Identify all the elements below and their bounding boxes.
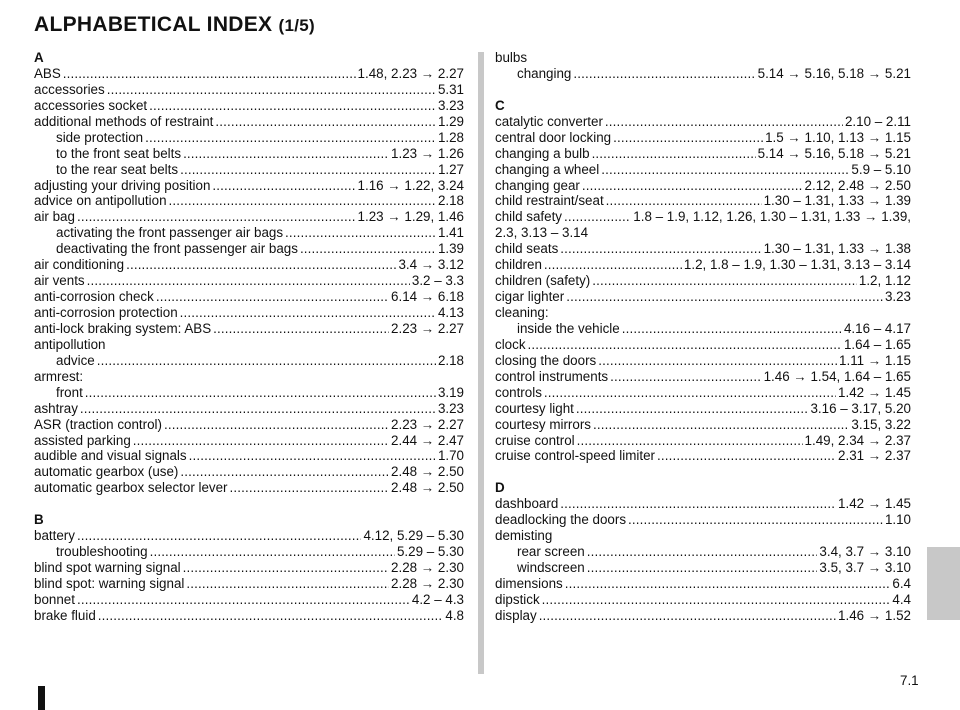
dot-leader [77, 528, 362, 543]
index-subentry [495, 66, 911, 82]
entry-pages: 2.23 → 2.27 [391, 320, 464, 336]
dot-leader [610, 369, 761, 384]
index-title: ALPHABETICAL INDEX [34, 13, 273, 36]
dot-leader [215, 114, 436, 129]
index-entry [495, 385, 911, 401]
index-subentry [34, 241, 464, 257]
index-entry [34, 114, 464, 130]
entry-pages: 1.11 → 1.15 [839, 352, 911, 368]
entry-pages: 2.48 → 2.50 [391, 464, 464, 480]
entry-pages: 2.48 → 2.50 [391, 480, 464, 496]
index-entry [34, 98, 464, 114]
dot-leader [598, 353, 837, 368]
index-entry [34, 464, 464, 480]
dot-leader [212, 178, 355, 193]
dot-leader [156, 289, 389, 304]
index-subentry [495, 560, 911, 576]
index-entry [495, 496, 911, 512]
index-entry [34, 273, 464, 289]
entry-pages: 5.14 → 5.16, 5.18 → 5.21 [757, 145, 911, 161]
index-entry [34, 401, 464, 417]
index-entry [495, 353, 911, 369]
dot-leader [85, 385, 436, 400]
dot-leader [573, 66, 755, 81]
index-entry [34, 608, 464, 624]
dot-leader [186, 576, 389, 591]
entry-term: cigar lighter [495, 289, 565, 305]
entry-pages: 2.12, 2.48 → 2.50 [804, 177, 911, 193]
entry-term: deadlocking the doors [495, 512, 627, 528]
entry-pages: 1.46 → 1.52 [838, 607, 911, 623]
dot-leader [87, 273, 410, 288]
dot-leader [150, 544, 395, 559]
entry-term: dimensions [495, 575, 563, 591]
entry-term: cruise control-speed limiter [495, 448, 656, 464]
entry-term: dashboard [495, 496, 559, 512]
index-entry [34, 433, 464, 449]
dot-leader [587, 560, 818, 575]
entry-pages: 1.5 → 1.10, 1.13 → 1.15 [765, 129, 911, 145]
entry-pages: 4.16 – 4.17 [843, 320, 911, 336]
index-entry [34, 480, 464, 496]
dot-leader [587, 544, 818, 559]
entry-term: blind spot: warning signal [34, 575, 185, 591]
index-heading: antipollution [34, 336, 106, 352]
dot-leader [564, 209, 631, 224]
dot-leader [164, 417, 389, 432]
dot-leader [180, 305, 436, 320]
dot-leader [77, 209, 356, 224]
index-entry [495, 608, 911, 624]
dot-leader [606, 193, 762, 208]
entry-pages: 3.15, 3.22 [851, 416, 911, 432]
entry-pages: 1.30 – 1.31, 1.33 → 1.39 [763, 193, 911, 209]
dot-leader [77, 592, 410, 607]
index-column-left [34, 50, 464, 624]
section-letter: B [34, 512, 44, 528]
dot-leader [528, 337, 842, 352]
entry-term: courtesy mirrors [495, 416, 591, 432]
entry-term: blind spot warning signal [34, 560, 181, 575]
index-entry [495, 337, 911, 353]
entry-term: anti-lock braking system: ABS [34, 320, 212, 336]
index-entry [34, 576, 464, 592]
index-entry [495, 512, 911, 528]
entry-pages: 1.29 [437, 113, 464, 129]
section-letter: A [34, 50, 44, 65]
entry-term: ASR (traction control) [34, 416, 162, 432]
index-entry [34, 257, 464, 273]
entry-term: air conditioning [34, 257, 125, 273]
entry-term: anti-corrosion check [34, 289, 154, 305]
index-subentry [34, 162, 464, 178]
entry-pages: 1.42 → 1.45 [838, 384, 911, 400]
entry-pages: 2.23 → 2.27 [391, 416, 464, 432]
entry-pages: 4.8 [445, 607, 464, 623]
entry-pages: 2.18 [437, 193, 464, 209]
entry-pages: 1.48, 2.23 → 2.27 [357, 65, 464, 81]
index-entry [495, 401, 911, 417]
index-entry [34, 417, 464, 433]
index-subentry [34, 130, 464, 146]
entry-pages: 5.14 → 5.16, 5.18 → 5.21 [757, 65, 911, 81]
entry-term: child safety [495, 209, 562, 225]
entry-term: air vents [34, 273, 85, 289]
dot-leader [180, 464, 389, 479]
index-entry [495, 417, 911, 433]
dot-leader [285, 225, 436, 240]
index-entry [34, 178, 464, 194]
index-entry [34, 305, 464, 321]
dot-leader [657, 448, 836, 463]
entry-term: side protection [56, 129, 144, 145]
dot-leader [189, 448, 436, 463]
dot-leader [605, 114, 843, 129]
entry-term: changing a bulb [495, 145, 590, 161]
entry-pages: 2.28 → 2.30 [391, 575, 464, 591]
entry-term: inside the vehicle [517, 320, 620, 336]
dot-leader [149, 98, 436, 113]
index-entry [34, 289, 464, 305]
index-heading: cleaning: [495, 305, 549, 320]
page-number: 7.1 [900, 673, 919, 688]
dot-leader [592, 146, 756, 161]
section-letter: C [495, 97, 505, 113]
entry-pages: 3.4 → 3.12 [398, 257, 464, 273]
dot-leader [622, 321, 842, 336]
entry-pages: 2.31 → 2.37 [838, 448, 911, 464]
index-entry [495, 289, 911, 305]
entry-term: child restraint/seat [495, 193, 604, 209]
dot-leader [566, 289, 883, 304]
dot-leader [145, 130, 436, 145]
entry-term: accessories socket [34, 97, 148, 113]
dot-leader [107, 82, 436, 97]
index-part: (1/5) [278, 16, 315, 35]
entry-pages: 1.2, 1.12 [858, 273, 911, 289]
entry-term: children (safety) [495, 273, 591, 289]
entry-term: display [495, 607, 537, 623]
entry-term: advice on antipollution [34, 193, 167, 209]
index-entry [495, 162, 911, 178]
entry-term: front [56, 384, 83, 400]
dot-leader [593, 417, 849, 432]
index-entry [34, 66, 464, 82]
index-heading: bulbs [495, 50, 528, 65]
entry-pages: 2.18 [437, 352, 464, 368]
entry-pages: 3.19 [437, 384, 464, 400]
entry-term: to the rear seat belts [56, 161, 179, 177]
entry-term: closing the doors [495, 352, 597, 368]
dot-leader [544, 385, 836, 400]
index-entry [495, 178, 911, 194]
entry-pages: 4.13 [437, 305, 464, 320]
dot-leader [97, 353, 436, 368]
dot-leader [539, 608, 836, 623]
dot-leader [601, 162, 849, 177]
index-entry [34, 560, 464, 576]
dot-leader [577, 433, 803, 448]
page-title [34, 13, 315, 37]
entry-term: controls [495, 384, 542, 400]
entry-term: troubleshooting [56, 544, 148, 560]
dot-leader [560, 241, 761, 256]
entry-pages: 1.16 → 1.22, 3.24 [357, 177, 464, 193]
index-subentry [495, 321, 911, 337]
index-entry [34, 321, 464, 337]
entry-term: dipstick [495, 591, 540, 607]
dot-leader [592, 273, 857, 288]
dot-leader [169, 193, 436, 208]
dot-leader [613, 130, 763, 145]
entry-pages: 1.70 [437, 448, 464, 464]
index-entry [495, 592, 911, 608]
entry-term: changing [517, 65, 572, 81]
dot-leader [213, 321, 389, 336]
entry-term: cruise control [495, 432, 575, 448]
dot-leader [542, 592, 891, 607]
dot-leader [565, 576, 891, 591]
entry-pages: 1.39 [437, 241, 464, 257]
entry-pages: 6.14 → 6.18 [391, 289, 464, 305]
index-entry [495, 146, 911, 162]
entry-pages: 1.41 [437, 225, 464, 241]
section-gap [34, 496, 464, 512]
index-entry [495, 257, 911, 273]
entry-term: changing a wheel [495, 161, 600, 177]
entry-pages: 1.23 → 1.29, 1.46 [357, 209, 464, 225]
entry-pages: 1.64 – 1.65 [843, 336, 911, 352]
entry-pages: 3.23 [437, 400, 464, 416]
entry-term: activating the front passenger air bags [56, 225, 284, 241]
entry-pages: 3.23 [884, 289, 911, 305]
entry-pages: 5.9 – 5.10 [851, 161, 911, 177]
entry-pages: 4.4 [892, 591, 911, 607]
entry-term: advice [56, 352, 95, 368]
entry-term: changing gear [495, 177, 580, 193]
index-heading: armrest: [34, 368, 84, 384]
dot-leader [576, 401, 809, 416]
entry-term: catalytic converter [495, 113, 603, 129]
entry-term: central door locking [495, 129, 612, 145]
entry-term: brake fluid [34, 607, 96, 623]
dot-leader [544, 257, 682, 272]
index-entry [495, 130, 911, 146]
index-entry [495, 241, 911, 257]
index-entry [34, 592, 464, 608]
section-gap [495, 82, 911, 98]
entry-pages: 1.46 → 1.54, 1.64 – 1.65 [763, 368, 911, 384]
entry-term: audible and visual signals [34, 448, 187, 464]
index-entry [495, 433, 911, 449]
index-entry [495, 369, 911, 385]
entry-pages: 1.30 – 1.31, 1.33 → 1.38 [763, 241, 911, 257]
index-subentry [495, 544, 911, 560]
entry-term: deactivating the front passenger air bags [56, 241, 298, 257]
entry-pages: 2.28 → 2.30 [391, 560, 464, 575]
entry-pages: 1.2, 1.8 – 1.9, 1.30 – 1.31, 3.13 – 3.14 [683, 257, 911, 273]
entry-term: ashtray [34, 400, 78, 416]
section-tab-marker [927, 547, 960, 620]
index-entry [495, 114, 911, 130]
entry-term: air bag [34, 209, 75, 225]
entry-term: rear screen [517, 544, 585, 560]
entry-pages: 1.42 → 1.45 [838, 496, 911, 512]
dot-leader [126, 257, 396, 272]
column-divider [478, 52, 484, 674]
index-heading: demisting [495, 528, 553, 544]
index-column-right [495, 50, 911, 624]
entry-pages: 5.31 [437, 81, 464, 97]
entry-term: ABS [34, 65, 61, 81]
index-entry [495, 576, 911, 592]
entry-pages: 3.4, 3.7 → 3.10 [819, 544, 911, 560]
entry-pages: 3.23 [437, 97, 464, 113]
entry-term: courtesy light [495, 400, 574, 416]
entry-term: additional methods of restraint [34, 113, 214, 129]
entry-term: children [495, 257, 542, 273]
index-entry [34, 82, 464, 98]
entry-term: automatic gearbox selector lever [34, 480, 228, 496]
dot-leader [230, 480, 390, 495]
index-subentry [34, 225, 464, 241]
index-entry [34, 193, 464, 209]
entry-term: control instruments [495, 368, 609, 384]
section-letter: D [495, 480, 505, 496]
index-entry [34, 209, 464, 225]
dot-leader [560, 496, 836, 511]
index-entry [495, 193, 911, 209]
dot-leader [300, 241, 436, 256]
entry-term: windscreen [517, 560, 585, 575]
entry-term: to the front seat belts [56, 145, 182, 161]
index-entry [495, 209, 911, 225]
entry-pages: 3.16 – 3.17, 5.20 [810, 400, 911, 416]
entry-pages: 1.23 → 1.26 [391, 145, 464, 161]
entry-term: battery [34, 528, 75, 544]
entry-pages: 4.2 – 4.3 [411, 591, 464, 607]
entry-pages: 4.12, 5.29 – 5.30 [363, 528, 464, 544]
entry-pages: 5.29 – 5.30 [396, 544, 464, 560]
corner-mark [38, 686, 45, 710]
index-subentry [34, 544, 464, 560]
index-entry [495, 448, 911, 464]
entry-pages: 6.4 [892, 575, 911, 591]
entry-pages: 2.10 – 2.11 [844, 113, 911, 129]
entry-pages: 1.10 [884, 512, 911, 528]
entry-term: anti-corrosion protection [34, 305, 178, 320]
section-gap [495, 464, 911, 480]
entry-pages: 3.2 – 3.3 [411, 273, 464, 289]
dot-leader [80, 401, 436, 416]
dot-leader [180, 162, 436, 177]
index-subentry [34, 146, 464, 162]
entry-pages: 1.28 [437, 129, 464, 145]
entry-pages: 3.5, 3.7 → 3.10 [819, 560, 911, 575]
entry-pages: 1.49, 2.34 → 2.37 [804, 432, 911, 448]
entry-pages: 2.44 → 2.47 [391, 432, 464, 448]
entry-term: automatic gearbox (use) [34, 464, 179, 480]
dot-leader [183, 560, 389, 575]
dot-leader [582, 178, 803, 193]
dot-leader [183, 146, 389, 161]
dot-leader [133, 433, 389, 448]
index-entry [34, 528, 464, 544]
dot-leader [98, 608, 444, 623]
entry-term: accessories [34, 81, 105, 97]
entry-term: adjusting your driving position [34, 177, 211, 193]
index-entry [34, 448, 464, 464]
index-heading: 2.3, 3.13 – 3.14 [495, 225, 589, 241]
entry-term: clock [495, 336, 526, 352]
index-entry [495, 273, 911, 289]
entry-term: bonnet [34, 591, 75, 607]
dot-leader [63, 66, 356, 81]
entry-term: child seats [495, 241, 559, 257]
entry-term: assisted parking [34, 432, 131, 448]
entry-pages: 1.8 – 1.9, 1.12, 1.26, 1.30 – 1.31, 1.33 → 1.39, [633, 209, 911, 225]
index-subentry [34, 353, 464, 369]
dot-leader [628, 512, 883, 527]
index-subentry [34, 385, 464, 401]
entry-pages: 1.27 [437, 161, 464, 177]
